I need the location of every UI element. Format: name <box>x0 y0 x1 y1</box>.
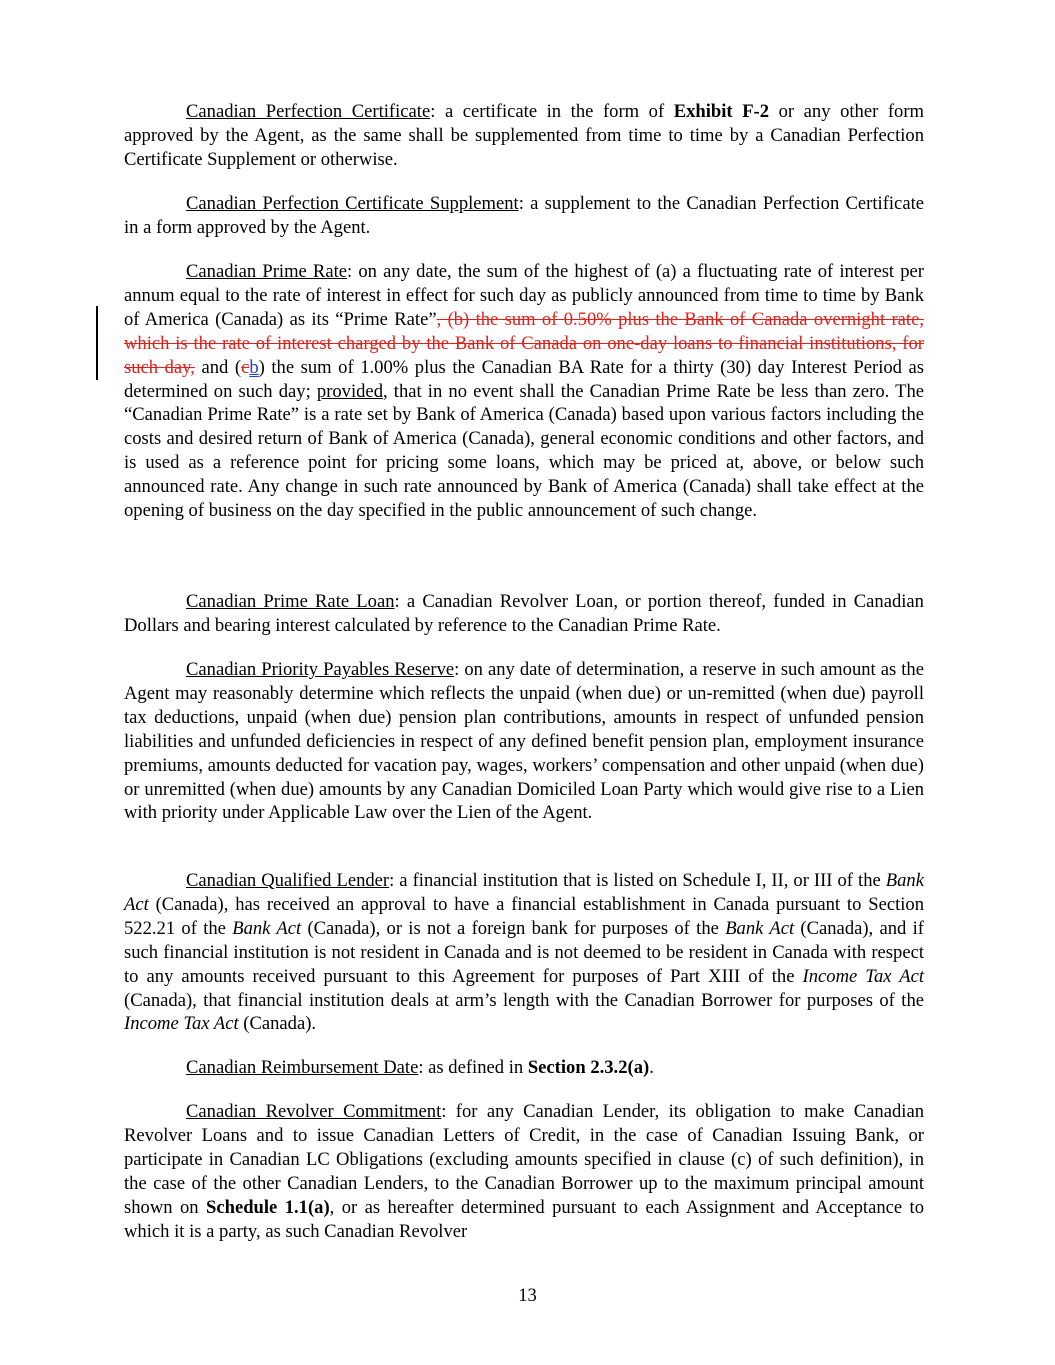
definition-canadian-perfection-certificate-supplement <box>124 192 924 240</box>
defined-term: Canadian Priority Payables Reserve <box>186 659 455 680</box>
definition-text: : on any date, the sum of the highest of (a) a fluctuating rate of interest per annum equal to the rate of interest in effect for such day as publicly announced from time to time by Bank of America (Canada) as its “Prime Rate” <box>124 261 924 330</box>
definition-canadian-reimbursement-date <box>124 1056 924 1080</box>
definition-text: (Canada), and if such financial institution is not resident in Canada and is not deemed to be resident in Canada with respect to any amounts received pursuant to this Agreement for purposes of Part XIII of the <box>124 917 924 987</box>
definition-canadian-perfection-certificate <box>124 100 924 172</box>
section-reference: Section 2.3.2(a) <box>527 1057 650 1078</box>
defined-term: Canadian Revolver Commitment <box>186 1101 442 1122</box>
deleted-text: , (b) the sum of 0.50% plus the Bank of Canada overnight rate, which is the rate of interest charged by the Bank of Canada on one-day loans to financial institutions, for such day, <box>124 308 924 378</box>
definition-text: : a supplement to the Canadian Perfection Certificate in a form approved by the Agent. <box>124 193 924 238</box>
definition-text: : a Canadian Revolver Loan, or portion thereof, funded in Canadian Dollars and bearing interest calculated by reference to the Canadian Prime Rate. <box>124 591 924 636</box>
revision-change-bar <box>96 306 98 380</box>
definition-text: : as defined in <box>418 1057 528 1078</box>
defined-term: Canadian Perfection Certificate <box>186 101 431 122</box>
definition-text: or any other form approved by the Agent, as the same shall be supplemented from time to time by a Canadian Perfection Certificate Supplement or otherwise. <box>124 101 924 170</box>
definition-text: : on any date of determination, a reserve in such amount as the Agent may reasonably determine which reflects the unpaid (when due) or un-remitted (when due) payroll tax deductions, unpaid (when due) pension plan contributions, amounts in respect of unfunded pension liabilities and unfunded deficiencies in respect of any defined benefit pension plan, employment insurance premiums, amounts deducted for vacation pay, wages, workers’ compensation and other unpaid (when due) or unremitted (when due) amounts by any Canadian Domiciled Loan Party which would give rise to a Lien with priority under Applicable Law over the Lien of the Agent. <box>124 659 924 824</box>
defined-term: Canadian Prime Rate Loan <box>186 591 395 612</box>
inserted-letter: b <box>249 356 259 378</box>
schedule-reference: Schedule 1.1(a) <box>206 1196 330 1218</box>
definition-text: : for any Canadian Lender, its obligation to make Canadian Revolver Loans and to issue Canadian Letters of Credit, in the case of Canadian Issuing Bank, or participate in Canadian LC Obligations (excluding amounts specified in clause (c) of such definition), in the case of the other Canadian Lenders, to the Canadian Borrower up to the maximum principal amount shown on <box>124 1101 924 1218</box>
defined-term: Canadian Perfection Certificate Supplement <box>186 193 519 214</box>
definition-text: (Canada), or is not a foreign bank for purposes of the <box>301 917 726 939</box>
page-number: 13 <box>518 1285 537 1306</box>
statute-name: Bank Act <box>725 917 795 939</box>
defined-term: Canadian Prime Rate <box>186 261 348 282</box>
definition-canadian-prime-rate-loan <box>124 590 924 638</box>
defined-term: Canadian Reimbursement Date <box>186 1057 419 1078</box>
statute-name: Bank Act <box>232 917 302 939</box>
statute-name: Bank Act <box>124 870 924 915</box>
definition-text: (Canada), that financial institution deals at arm’s length with the Canadian Borrower for purposes of the <box>124 989 924 1011</box>
definition-canadian-prime-rate <box>124 260 924 523</box>
definition-text: . <box>649 1057 654 1078</box>
definition-text: : a financial institution that is listed on Schedule I, II, or III of the <box>389 870 886 891</box>
deleted-letter: c <box>241 356 250 378</box>
definition-text: (Canada). <box>238 1013 317 1035</box>
definition-text: (Canada), has received an approval to have a financial establishment in Canada pursuant to Section 522.21 of the <box>124 893 924 939</box>
statute-name: Income Tax Act <box>124 1013 239 1035</box>
defined-term: Canadian Qualified Lender <box>186 870 390 891</box>
definition-text: : a certificate in the form of <box>430 101 674 122</box>
provided-term: provided <box>316 380 383 402</box>
definition-canadian-qualified-lender <box>124 869 924 1036</box>
definition-text: , or as hereafter determined pursuant to each Assignment and Acceptance to which it is a party, as such Canadian Revolver <box>124 1196 924 1242</box>
definition-canadian-revolver-commitment <box>124 1100 924 1246</box>
definition-canadian-priority-payables-reserve <box>124 658 924 825</box>
statute-name: Income Tax Act <box>802 965 924 987</box>
exhibit-reference: Exhibit F-2 <box>673 101 770 122</box>
definition-text: ) the sum of 1.00% plus the Canadian BA Rate for a thirty (30) day Interest Period as determined on such day; <box>124 356 924 402</box>
definition-text: and ( <box>194 356 242 378</box>
definition-text: , that in no event shall the Canadian Prime Rate be less than zero. The “Canadian Prime Rate” is a rate set by Bank of America (Canada) based upon various factors including the costs and desired return of Bank of America (Canada), general economic conditions and other factors, and is used as a reference point for pricing some loans, which may be priced at, above, or below such announced rate. Any change in such rate announced by Bank of America (Canada) shall take effect at the opening of business on the day specified in the public announcement of such change. <box>124 380 925 522</box>
